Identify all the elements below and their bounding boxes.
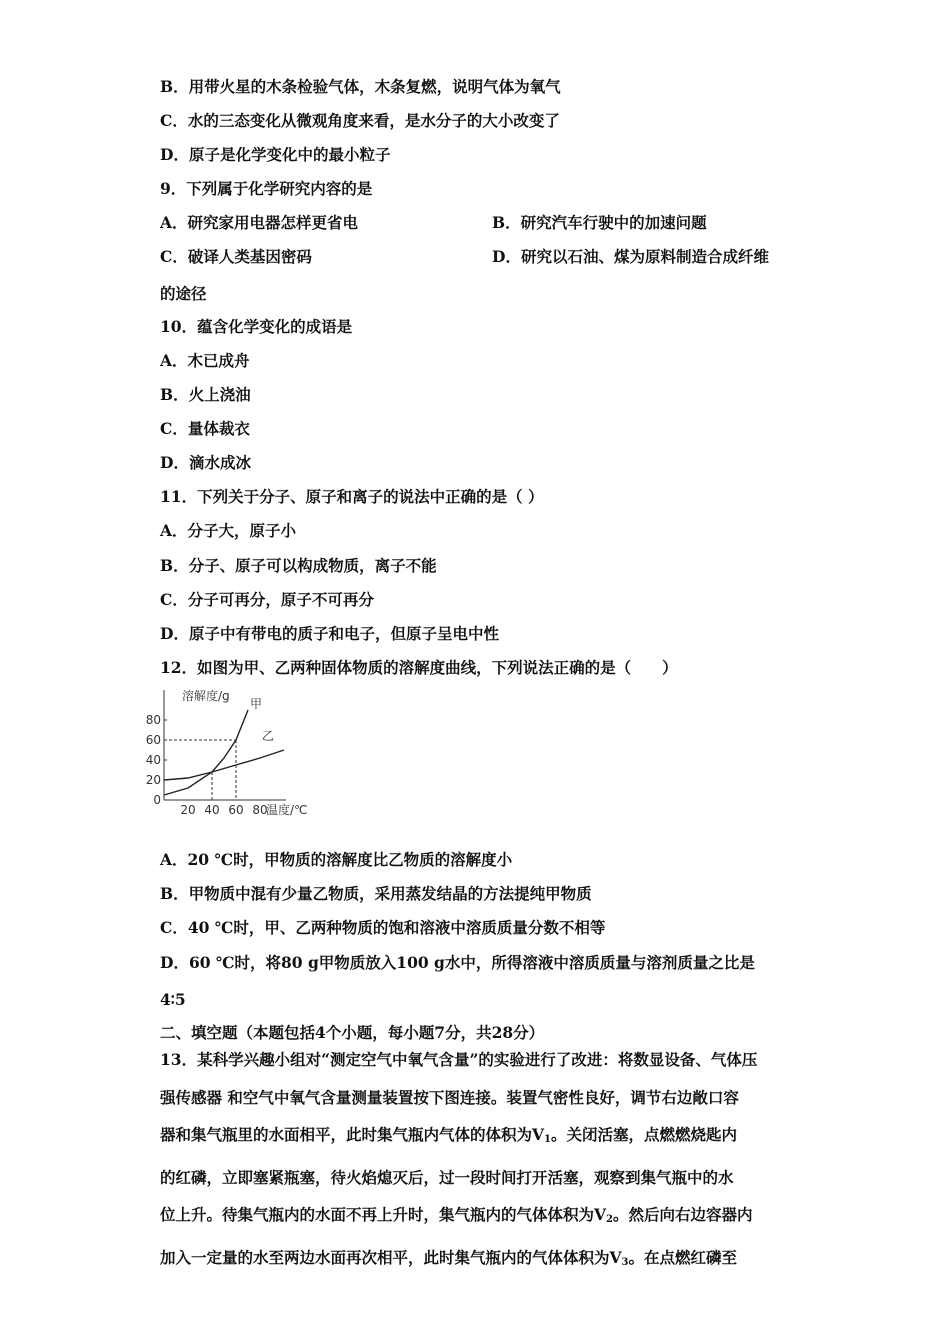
q11-stem: 11．下列关于分子、原子和离子的说法中正确的是（ ）	[160, 487, 544, 506]
series-yi-curve	[164, 750, 284, 780]
q13-line-6: 加入一定量的水至两边水面再次相平，此时集气瓶内的气体体积为$V_3$。在点燃红磷至	[160, 1247, 738, 1268]
q13-line-3: 器和集气瓶里的水面相平，此时集气瓶内气体的体积为$V_1$。关闭活塞，点燃燃烧匙内	[160, 1125, 738, 1145]
q13-line-5: 位上升。待集气瓶内的水面不再上升时，集气瓶内的气体体积为$V_2$。然后向右边容器内	[160, 1205, 753, 1225]
series-jia-label: 甲	[250, 697, 263, 711]
q9-option-a: A．研究家用电器怎样更省电	[160, 213, 359, 232]
series-yi-label: 乙	[262, 729, 275, 743]
q11-option-a: A．分子大，原子小	[160, 521, 297, 540]
q12-option-d: D．60 ℃时，将80 g甲物质放入100 g水中，所得溶液中溶质质量与溶剂质量之比是	[160, 953, 755, 972]
q10-option-b: B．火上浇油	[160, 385, 251, 404]
q10-option-d: D．滴水成冰	[160, 453, 251, 472]
q12-stem: 12．如图为甲、乙两种固体物质的溶解度曲线，下列说法正确的是（ ）	[160, 658, 678, 677]
q10-option-c: C．量体裁衣	[160, 419, 250, 438]
x-tick-label: 60	[228, 803, 244, 817]
q11-option-c: C．分子可再分，原子不可再分	[160, 590, 374, 609]
y-tick-label: 20	[145, 773, 161, 787]
q13-text	[160, 1041, 800, 1281]
q13-line-1: 13．某科学兴趣小组对“测定空气中氧气含量”的实验进行了改进：将数显设备、气体压	[160, 1050, 758, 1069]
q8-option-d: D．原子是化学变化中的最小粒子	[160, 145, 391, 164]
y-tick-label: 80	[145, 713, 161, 727]
x-tick-label: 20	[180, 803, 196, 817]
q13-line-2: 强传感器 和空气中氧气含量测量装置按下图连接。装置气密性良好，调节右边敞口容	[160, 1087, 739, 1107]
q12-option-b: B．甲物质中混有少量乙物质，采用蒸发结晶的方法提纯甲物质	[160, 884, 592, 903]
q9-option-d-continued: 的途径	[160, 284, 207, 303]
q8-option-c: C．水的三态变化从微观角度来看，是水分子的大小改变了	[160, 111, 560, 130]
y-tick-label: 0	[153, 793, 161, 807]
section-heading: 二、填空题（本题包括4个小题，每小题7分，共28分）	[160, 1023, 545, 1042]
q11-option-d: D．原子中有带电的质子和电子，但原子呈电中性	[160, 624, 499, 643]
q9-option-d: D．研究以石油、煤为原料制造合成纤维	[492, 247, 769, 266]
q12-option-d-continued: 4∶5	[160, 990, 186, 1009]
y-tick-label: 60	[145, 733, 161, 747]
q9-option-b: B．研究汽车行驶中的加速问题	[492, 213, 707, 232]
x-tick-label: 40	[204, 803, 220, 817]
y-tick-label: 40	[145, 753, 161, 767]
solubility-chart	[145, 686, 328, 826]
q8-option-b: B．用带火星的木条检验气体，木条复燃，说明气体为氧气	[160, 77, 561, 96]
q11-option-b: B．分子、原子可以构成物质，离子不能	[160, 556, 437, 575]
q12-option-c: C．40 ℃时，甲、乙两种物质的饱和溶液中溶质质量分数不相等	[160, 918, 606, 937]
series-jia-curve	[164, 710, 248, 795]
y-axis-label: 溶解度/g	[182, 689, 230, 703]
x-axis-label: 温度/℃	[266, 803, 308, 817]
q12-option-a: A．20 ℃时，甲物质的溶解度比乙物质的溶解度小	[160, 850, 513, 869]
q13-line-4: 的红磷，立即塞紧瓶塞，待火焰熄灭后，过一段时间打开活塞，观察到集气瓶中的水	[160, 1167, 734, 1187]
x-tick-label: 80	[252, 803, 268, 817]
q10-option-a: A．木已成舟	[160, 351, 250, 370]
q10-stem: 10．蕴含化学变化的成语是	[160, 317, 353, 336]
q9-stem: 9．下列属于化学研究内容的是	[160, 179, 373, 198]
q9-option-c: C．破译人类基因密码	[160, 247, 312, 266]
